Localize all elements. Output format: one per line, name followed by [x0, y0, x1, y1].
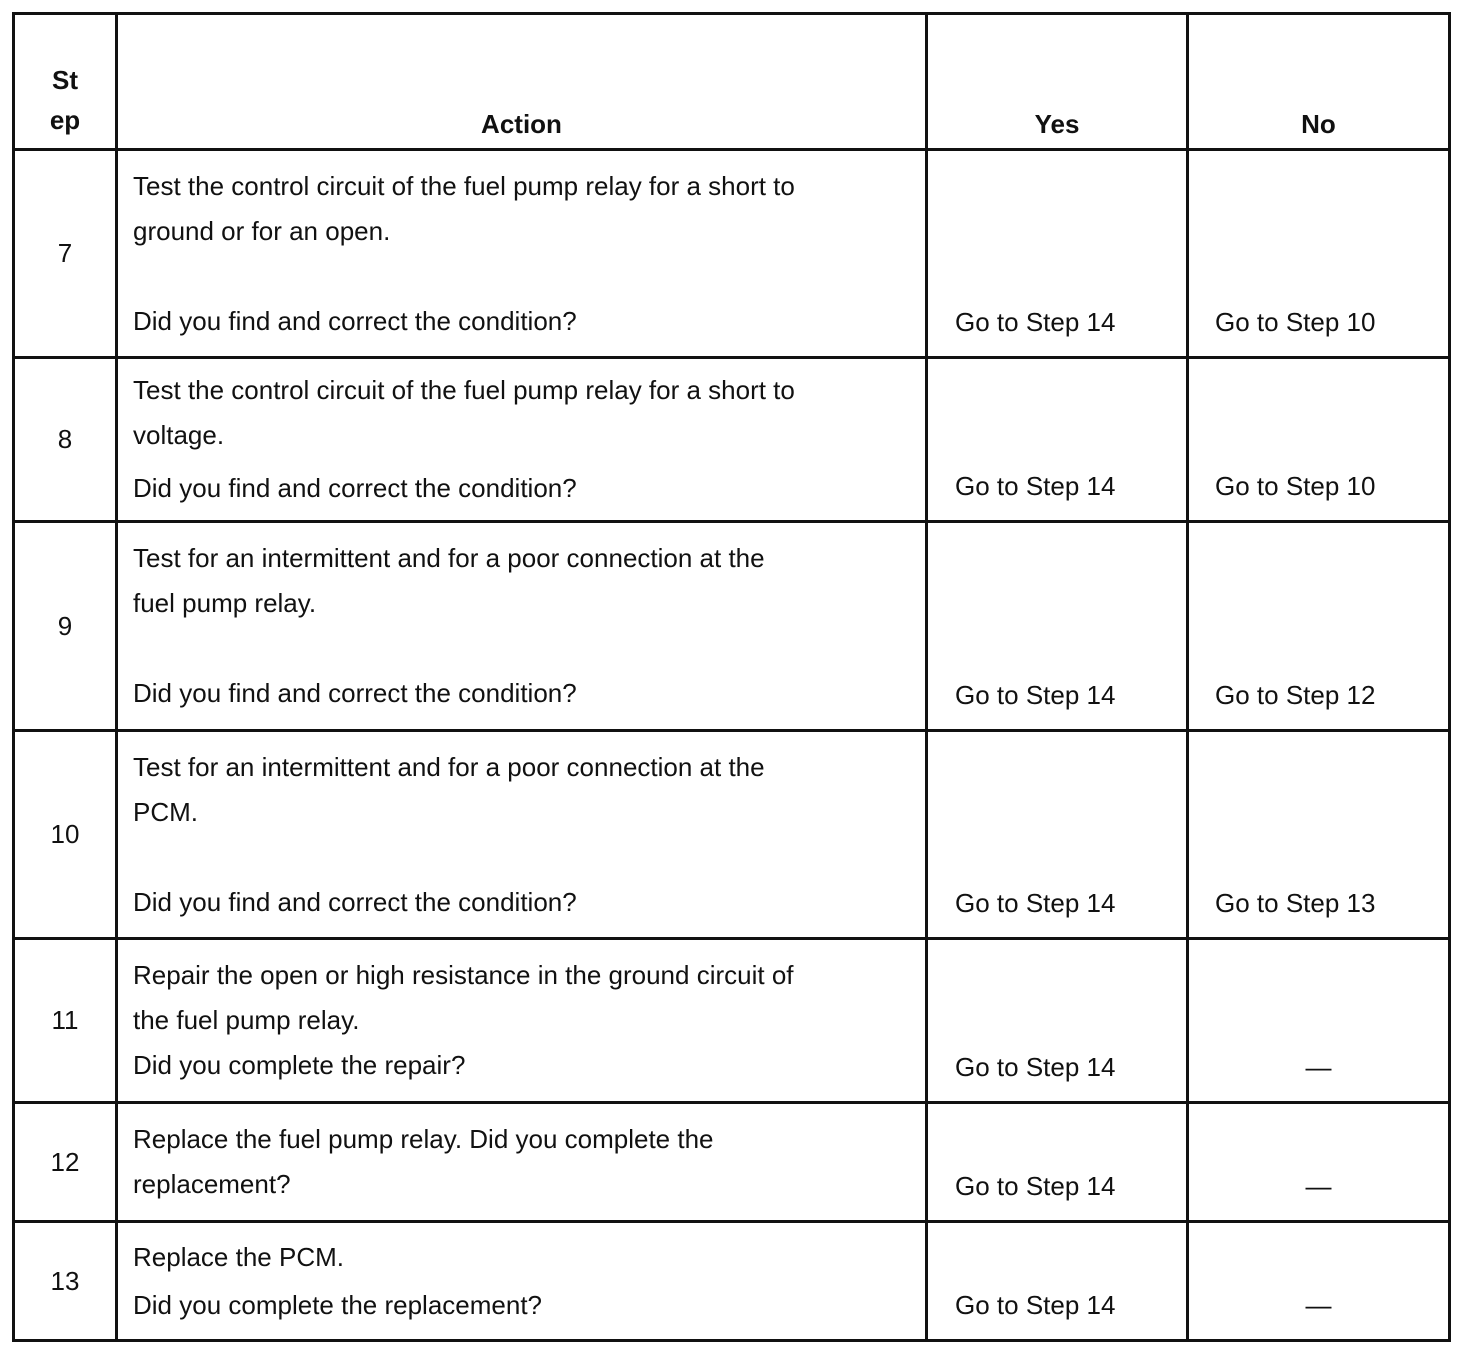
no-cell: Go to Step 13	[1188, 731, 1450, 939]
header-row	[14, 14, 1450, 150]
question-text: Did you find and correct the condition?	[133, 473, 577, 503]
step-header-line-2: ep	[49, 105, 81, 135]
step-number: 8	[14, 358, 117, 522]
action-text: Test the control circuit of the fuel pump relay for a short to	[133, 170, 795, 201]
action-text: voltage.	[133, 420, 225, 450]
action-text: Replace the PCM.	[133, 1241, 344, 1272]
action-cell	[117, 1103, 927, 1222]
no-cell: —	[1188, 939, 1450, 1103]
yes-cell: Go to Step 14	[927, 731, 1188, 939]
step-header-line-1: St	[52, 65, 78, 95]
action-text: Test the control circuit of the fuel pump relay for a short to	[133, 375, 795, 405]
yes-cell: Go to Step 14	[927, 522, 1188, 731]
question-text: Did you find and correct the condition?	[133, 305, 577, 336]
action-text: ground or for an open.	[133, 215, 391, 246]
action-text: Test for an intermittent and for a poor connection at the	[133, 751, 765, 782]
table-row	[14, 522, 1450, 731]
step-number: 7	[14, 150, 117, 358]
action-text: fuel pump relay.	[133, 588, 317, 618]
no-cell: Go to Step 10	[1188, 358, 1450, 522]
table-row	[14, 939, 1450, 1103]
step-number: 12	[14, 1103, 117, 1222]
action-cell	[117, 522, 927, 731]
question-text: Did you find and correct the condition?	[133, 886, 577, 917]
yes-cell: Go to Step 14	[927, 1222, 1188, 1341]
action-text: Replace the fuel pump relay. Did you complete the	[133, 1124, 714, 1154]
step-number: 11	[14, 939, 117, 1103]
action-text: replacement?	[133, 1169, 291, 1199]
question-text: Did you find and correct the condition?	[133, 678, 577, 708]
table-row	[14, 150, 1450, 358]
diagnostic-steps-table	[12, 12, 1451, 1342]
no-header: No	[1188, 14, 1450, 150]
step-header	[14, 14, 117, 150]
action-text: Test for an intermittent and for a poor connection at the	[133, 543, 765, 573]
no-cell: —	[1188, 1103, 1450, 1222]
step-number: 13	[14, 1222, 117, 1341]
action-header: Action	[117, 14, 927, 150]
no-cell: —	[1188, 1222, 1450, 1341]
yes-header: Yes	[927, 14, 1188, 150]
action-cell	[117, 939, 927, 1103]
question-text: Did you complete the replacement?	[133, 1289, 543, 1320]
action-cell	[117, 358, 927, 522]
table-row	[14, 1103, 1450, 1222]
yes-cell: Go to Step 14	[927, 939, 1188, 1103]
action-text: Repair the open or high resistance in the ground circuit of	[133, 960, 794, 990]
table-row	[14, 358, 1450, 522]
action-cell	[117, 150, 927, 358]
action-cell	[117, 731, 927, 939]
no-cell: Go to Step 10	[1188, 150, 1450, 358]
action-cell	[117, 1222, 927, 1341]
action-text: the fuel pump relay.	[133, 1005, 360, 1035]
yes-cell: Go to Step 14	[927, 150, 1188, 358]
table-row	[14, 731, 1450, 939]
action-text: PCM.	[133, 796, 198, 827]
yes-cell: Go to Step 14	[927, 1103, 1188, 1222]
no-cell: Go to Step 12	[1188, 522, 1450, 731]
table-row	[14, 1222, 1450, 1341]
step-number: 9	[14, 522, 117, 731]
step-number: 10	[14, 731, 117, 939]
question-text: Did you complete the repair?	[133, 1050, 466, 1080]
yes-cell: Go to Step 14	[927, 358, 1188, 522]
